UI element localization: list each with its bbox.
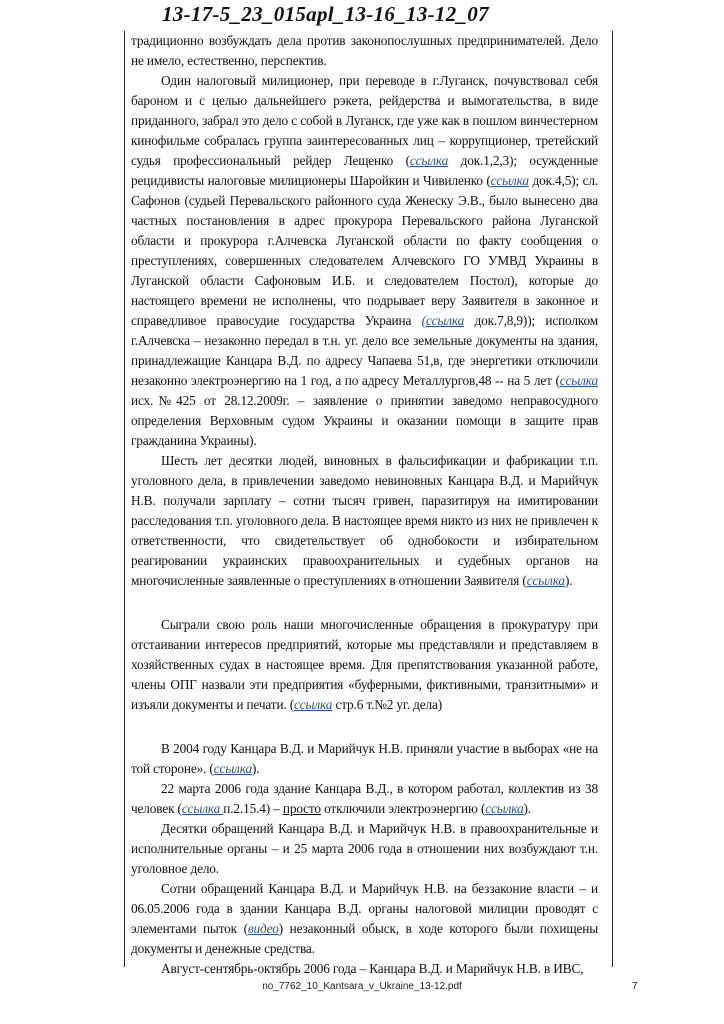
footer-page-number: 7	[632, 981, 638, 992]
reference-link[interactable]: (ссылка	[421, 313, 465, 328]
left-margin-rule	[124, 31, 125, 967]
paragraph-4: Сыграли свою роль наши многочисленные обращения в прокуратуру при отстаивании интересов предприятий, которые мы представляли и представляем в хозяйственных судах в настоящее время. Для препятствования указанной работе, члены ОПГ назвали эти предприятия «буферными, фиктивными, транзитными» и изъяли документы и печати. (ссылка стр.6 т.№2 уг. дела)	[131, 617, 598, 712]
underlined-word: просто	[282, 801, 321, 816]
right-margin-rule	[612, 31, 613, 967]
document-body	[131, 31, 598, 979]
paragraph-5: В 2004 году Канцара В.Д. и Марийчук Н.В. приняли участие в выборах «не на той стороне». (ссылка).	[131, 741, 598, 776]
paragraph-gap	[131, 591, 598, 615]
paragraph-6: 22 марта 2006 года здание Канцара В.Д., в котором работал, коллектив из 38 человек (ссылка п.2.15.4) – просто отключили электроэнергию (ссылка).	[131, 781, 598, 816]
reference-link[interactable]: ссылка	[526, 573, 565, 588]
reference-link[interactable]: ссылка	[559, 373, 598, 388]
reference-link[interactable]: ссылка	[181, 801, 224, 816]
paragraph-3: Шесть лет десятки людей, виновных в фальсификации и фабрикации т.п. уголовного дела, в привлечении заведомо невиновных Канцара В.Д. и Марийчук Н.В. получали зарплату – сотни тысяч гривен, паразитируя на имитировании расследования т.п. уголовного дела. В настоящее время никто из них не привлечен к ответственности, что свидетельствует об однобокости и избирательном реагировании украинских правоохранительных и судебных органов на многочисленные заявленные о преступлениях в отношении Заявителя (ссылка).	[131, 453, 598, 588]
reference-link[interactable]: ссылка	[213, 761, 252, 776]
paragraph-gap	[131, 715, 598, 739]
document-header-title: 13-17-5_23_015apl_13-16_13-12_07	[162, 2, 489, 26]
paragraph-1: традиционно возбуждать дела против законопослушных предпринимателей. Дело не имело, естественно, перспектив.	[131, 33, 598, 68]
footer-filename: no_7762_10_Kantsara_v_Ukraine_13-12.pdf	[262, 981, 462, 992]
paragraph-2: Один налоговый милиционер, при переводе в г.Луганск, почувствовал себя бароном и с целью дальнейшего рэкета, рейдерства и вымогательства, в виде приданного, забрал это дело с собой в Луганск, где уже как в пошлом винчестерном кинофильме собралась группа заинтересованных лиц – коррупционер, третейский судья профессиональный рейдер Лещенко (ссылка док.1,2,3); осужденные рецидивисты налоговые милиционеры Шаройкин и Чивиленко (ссылка док.4,5); сл. Сафонов (судьей Перевальского районного суда Женеску Э.В., было вынесено два частных постановления в адрес прокурора Перевальского района Луганской области и прокурора г.Алчевска Луганской области по факту сообщения о преступлениях, совершенных следователем Алчевского ГО УМВД Украины в Луганской области Сафоновым И.Б. и следователем Постол), которые до настоящего времени не исполнены, что подрывает веру Заявителя в законное и справедливое правосудие государства Украина (ссылка док.7,8,9)); исполком г.Алчевска – незаконно передал в т.н. уг. дело все земельные документы на здания, принадлежащие Канцара В.Д. по адресу Чапаева 51,в, где энергетики отключили незаконно электроэнергию на 1 год, а по адресу Металлургов,48 -- на 5 лет (ссылка исх.№425 от 28.12.2009г. – заявление о принятии заведомо неправосудного определения Верховным судом Украины и оказании помощи в защите прав гражданина Украины).	[131, 73, 599, 448]
paragraph-7: Десятки обращений Канцара В.Д. и Марийчук Н.В. в правоохранительные и исполнительные органы – и 25 марта 2006 года в отношении них возбуждают т.н. уголовное дело.	[131, 821, 598, 876]
reference-link[interactable]: ссылка	[485, 801, 524, 816]
paragraph-9: Август-сентябрь-октябрь 2006 года – Канцара В.Д. и Марийчук Н.В. в ИВС,	[161, 961, 584, 976]
paragraph-8: Сотни обращений Канцара В.Д. и Марийчук Н.В. на беззаконие власти – и 06.05.2006 года в здании Канцара В.Д. органы налоговой милиции проводят с элементами пыток (видео) незаконный обыск, в ходе которого были похищены документы и денежные средства.	[131, 881, 598, 956]
reference-link[interactable]: ссылка	[490, 173, 529, 188]
reference-link[interactable]: ссылка	[294, 697, 333, 712]
video-link[interactable]: видео	[247, 921, 279, 936]
reference-link[interactable]: ссылка	[409, 153, 449, 168]
